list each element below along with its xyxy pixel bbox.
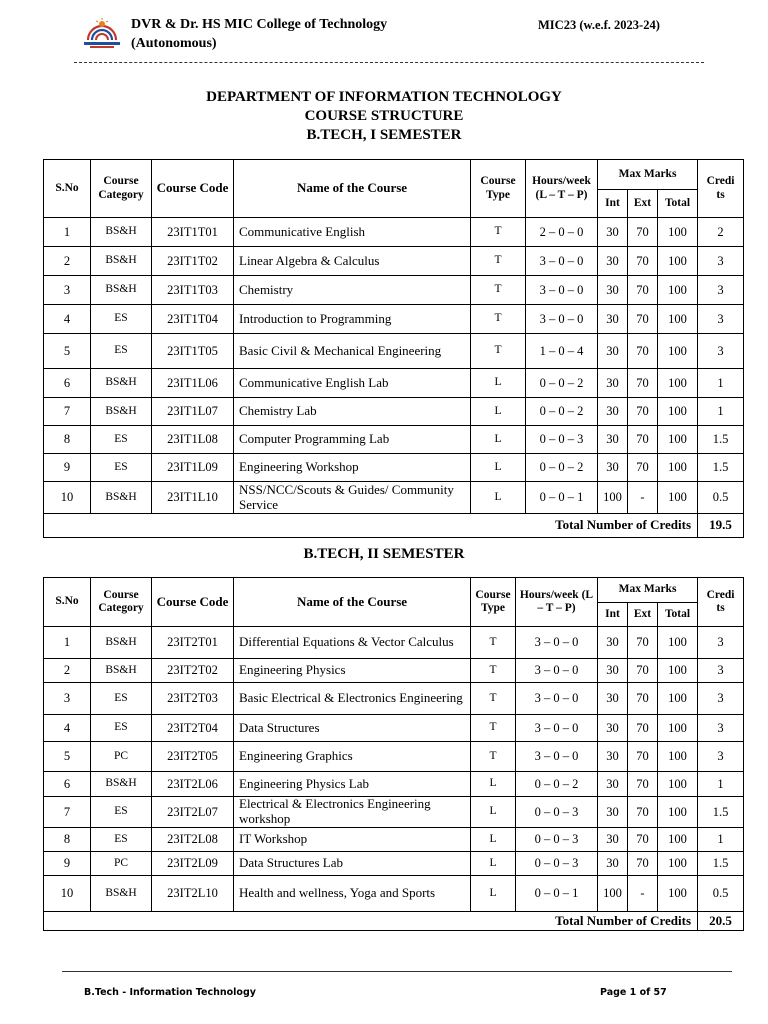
cell-sno: 9 (44, 454, 91, 482)
cell-type: L (471, 369, 526, 398)
cell-sno: 3 (44, 683, 91, 715)
cell-hours: 0 – 0 – 1 (516, 876, 598, 912)
cell-sno: 1 (44, 627, 91, 659)
cell-sno: 3 (44, 276, 91, 305)
cell-course-name: Health and wellness, Yoga and Sports (234, 876, 471, 912)
table-row (44, 627, 744, 659)
cell-hours: 0 – 0 – 3 (516, 852, 598, 876)
cell-category: BS&H (91, 627, 152, 659)
cell-type: T (471, 683, 516, 715)
cell-total: 100 (658, 876, 698, 912)
cell-ext: - (628, 876, 658, 912)
cell-course-name: Introduction to Programming (234, 305, 471, 334)
cell-hours: 3 – 0 – 0 (516, 742, 598, 772)
footer-program: B.Tech - Information Technology (84, 987, 256, 998)
cell-type: T (471, 742, 516, 772)
cell-course-name: Chemistry Lab (234, 398, 471, 426)
table-row (44, 482, 744, 514)
cell-course-name: Differential Equations & Vector Calculus (234, 627, 471, 659)
cell-ext: 70 (628, 683, 658, 715)
cell-int: 30 (598, 398, 628, 426)
table-row (44, 876, 744, 912)
cell-int: 30 (598, 742, 628, 772)
cell-category: PC (91, 742, 152, 772)
cell-int: 100 (598, 876, 628, 912)
cell-ext: 70 (628, 772, 658, 797)
col-type: Course Type (471, 578, 516, 627)
cell-total: 100 (658, 828, 698, 852)
cell-type: T (471, 715, 516, 742)
cell-credits: 3 (698, 627, 744, 659)
semester-1-title: B.TECH, I SEMESTER (306, 127, 462, 143)
cell-category: ES (91, 454, 152, 482)
table-row (44, 276, 744, 305)
cell-ext: - (628, 482, 658, 514)
cell-code: 23IT2T03 (152, 683, 234, 715)
cell-course-name: Basic Electrical & Electronics Engineering (234, 683, 471, 715)
cell-type: T (471, 276, 526, 305)
cell-ext: 70 (628, 398, 658, 426)
cell-credits: 1.5 (698, 852, 744, 876)
col-ext: Ext (628, 603, 658, 627)
cell-type: L (471, 398, 526, 426)
cell-category: ES (91, 426, 152, 454)
cell-credits: 1.5 (698, 797, 744, 828)
semester-1-table (43, 159, 744, 538)
cell-total: 100 (658, 797, 698, 828)
cell-int: 30 (598, 797, 628, 828)
col-category: Course Category (91, 578, 152, 627)
cell-type: L (471, 797, 516, 828)
cell-sno: 6 (44, 369, 91, 398)
table-row (44, 828, 744, 852)
cell-credits: 1.5 (698, 426, 744, 454)
cell-category: ES (91, 828, 152, 852)
cell-ext: 70 (628, 305, 658, 334)
table-row (44, 659, 744, 683)
cell-sno: 5 (44, 742, 91, 772)
cell-sno: 6 (44, 772, 91, 797)
semester-2-rows (44, 627, 744, 912)
cell-hours: 2 – 0 – 0 (526, 218, 598, 247)
cell-hours: 0 – 0 – 3 (516, 828, 598, 852)
table-row (44, 683, 744, 715)
cell-code: 23IT1L09 (152, 454, 234, 482)
cell-sno: 2 (44, 247, 91, 276)
cell-course-name: Data Structures Lab (234, 852, 471, 876)
cell-type: T (471, 659, 516, 683)
cell-code: 23IT1T02 (152, 247, 234, 276)
cell-type: T (471, 627, 516, 659)
cell-total: 100 (658, 305, 698, 334)
cell-credits: 3 (698, 276, 744, 305)
col-total: Total (658, 190, 698, 218)
footer-page-number: Page 1 of 57 (600, 987, 667, 998)
cell-credits: 3 (698, 683, 744, 715)
table-row (44, 305, 744, 334)
cell-hours: 3 – 0 – 0 (516, 659, 598, 683)
cell-total: 100 (658, 627, 698, 659)
cell-course-name: Basic Civil & Mechanical Engineering (234, 334, 471, 369)
cell-int: 30 (598, 426, 628, 454)
cell-int: 30 (598, 659, 628, 683)
cell-credits: 3 (698, 247, 744, 276)
cell-int: 30 (598, 683, 628, 715)
cell-type: L (471, 426, 526, 454)
cell-category: ES (91, 715, 152, 742)
cell-hours: 0 – 0 – 3 (526, 426, 598, 454)
col-hours: Hours/week (L – T – P) (526, 160, 598, 218)
cell-category: BS&H (91, 876, 152, 912)
cell-code: 23IT1L08 (152, 426, 234, 454)
cell-total: 100 (658, 398, 698, 426)
cell-int: 30 (598, 852, 628, 876)
cell-course-name: Engineering Graphics (234, 742, 471, 772)
cell-int: 100 (598, 482, 628, 514)
cell-sno: 4 (44, 305, 91, 334)
department-title: DEPARTMENT OF INFORMATION TECHNOLOGY (206, 89, 562, 105)
cell-code: 23IT1L10 (152, 482, 234, 514)
cell-credits: 1 (698, 828, 744, 852)
cell-credits: 3 (698, 334, 744, 369)
total-credits-value: 20.5 (698, 912, 744, 931)
cell-hours: 3 – 0 – 0 (526, 305, 598, 334)
cell-credits: 1 (698, 398, 744, 426)
cell-ext: 70 (628, 426, 658, 454)
regulation-code: MIC23 (w.e.f. 2023-24) (538, 18, 660, 32)
col-sno: S.No (44, 578, 91, 627)
semester-1-rows (44, 218, 744, 514)
cell-code: 23IT1T04 (152, 305, 234, 334)
semester-2-table (43, 577, 744, 931)
table-row (44, 398, 744, 426)
col-category: Course Category (91, 160, 152, 218)
cell-hours: 3 – 0 – 0 (526, 276, 598, 305)
cell-code: 23IT1T03 (152, 276, 234, 305)
total-credits-label: Total Number of Credits (44, 912, 698, 931)
cell-category: BS&H (91, 247, 152, 276)
college-logo-icon (80, 16, 124, 50)
cell-code: 23IT2L09 (152, 852, 234, 876)
cell-course-name: Engineering Workshop (234, 454, 471, 482)
cell-total: 100 (658, 334, 698, 369)
cell-type: L (471, 482, 526, 514)
cell-credits: 3 (698, 305, 744, 334)
cell-ext: 70 (628, 369, 658, 398)
cell-credits: 1 (698, 369, 744, 398)
col-max-marks: Max Marks (598, 578, 698, 603)
cell-category: BS&H (91, 369, 152, 398)
table-row (44, 334, 744, 369)
cell-int: 30 (598, 828, 628, 852)
cell-category: BS&H (91, 276, 152, 305)
cell-hours: 3 – 0 – 0 (516, 683, 598, 715)
cell-credits: 3 (698, 742, 744, 772)
cell-credits: 3 (698, 659, 744, 683)
cell-type: L (471, 772, 516, 797)
cell-hours: 0 – 0 – 2 (516, 772, 598, 797)
col-code: Course Code (152, 160, 234, 218)
cell-ext: 70 (628, 627, 658, 659)
cell-course-name: Chemistry (234, 276, 471, 305)
cell-int: 30 (598, 454, 628, 482)
col-total: Total (658, 603, 698, 627)
cell-total: 100 (658, 772, 698, 797)
cell-hours: 0 – 0 – 1 (526, 482, 598, 514)
cell-type: T (471, 305, 526, 334)
cell-category: ES (91, 683, 152, 715)
cell-code: 23IT2T05 (152, 742, 234, 772)
cell-ext: 70 (628, 247, 658, 276)
cell-category: ES (91, 797, 152, 828)
col-ext: Ext (628, 190, 658, 218)
col-code: Course Code (152, 578, 234, 627)
cell-total: 100 (658, 369, 698, 398)
cell-ext: 70 (628, 218, 658, 247)
cell-int: 30 (598, 276, 628, 305)
cell-course-name: Electrical & Electronics Engineering workshop (234, 797, 471, 828)
cell-ext: 70 (628, 797, 658, 828)
cell-credits: 3 (698, 715, 744, 742)
cell-sno: 10 (44, 482, 91, 514)
cell-ext: 70 (628, 454, 658, 482)
cell-sno: 9 (44, 852, 91, 876)
cell-credits: 0.5 (698, 876, 744, 912)
cell-type: L (471, 454, 526, 482)
cell-course-name: NSS/NCC/Scouts & Guides/ Community Service (234, 482, 471, 514)
cell-course-name: Linear Algebra & Calculus (234, 247, 471, 276)
cell-total: 100 (658, 276, 698, 305)
col-name: Name of the Course (234, 578, 471, 627)
cell-sno: 10 (44, 876, 91, 912)
cell-code: 23IT1L07 (152, 398, 234, 426)
cell-code: 23IT2T01 (152, 627, 234, 659)
cell-category: BS&H (91, 482, 152, 514)
cell-course-name: Engineering Physics (234, 659, 471, 683)
cell-int: 30 (598, 247, 628, 276)
cell-ext: 70 (628, 276, 658, 305)
cell-course-name: IT Workshop (234, 828, 471, 852)
col-sno: S.No (44, 160, 91, 218)
cell-total: 100 (658, 659, 698, 683)
cell-ext: 70 (628, 852, 658, 876)
cell-sno: 7 (44, 398, 91, 426)
table-row (44, 426, 744, 454)
table-row (44, 369, 744, 398)
cell-category: BS&H (91, 659, 152, 683)
cell-code: 23IT1T05 (152, 334, 234, 369)
cell-int: 30 (598, 369, 628, 398)
table-row (44, 218, 744, 247)
cell-sno: 8 (44, 426, 91, 454)
cell-sno: 2 (44, 659, 91, 683)
cell-hours: 0 – 0 – 3 (516, 797, 598, 828)
total-credits-label: Total Number of Credits (44, 514, 698, 538)
cell-int: 30 (598, 218, 628, 247)
cell-total: 100 (658, 683, 698, 715)
cell-sno: 8 (44, 828, 91, 852)
semester-2-title: B.TECH, II SEMESTER (303, 546, 465, 562)
cell-course-name: Communicative English Lab (234, 369, 471, 398)
col-type: Course Type (471, 160, 526, 218)
college-name: DVR & Dr. HS MIC College of Technology (131, 17, 388, 32)
table-row (44, 454, 744, 482)
table-row (44, 247, 744, 276)
header-rule (74, 62, 704, 63)
cell-hours: 3 – 0 – 0 (526, 247, 598, 276)
cell-credits: 0.5 (698, 482, 744, 514)
col-int: Int (598, 190, 628, 218)
cell-credits: 2 (698, 218, 744, 247)
cell-total: 100 (658, 482, 698, 514)
cell-category: ES (91, 305, 152, 334)
cell-int: 30 (598, 627, 628, 659)
cell-code: 23IT2L07 (152, 797, 234, 828)
cell-ext: 70 (628, 742, 658, 772)
cell-hours: 3 – 0 – 0 (516, 627, 598, 659)
cell-code: 23IT2L08 (152, 828, 234, 852)
cell-course-name: Engineering Physics Lab (234, 772, 471, 797)
table-row (44, 772, 744, 797)
cell-course-name: Communicative English (234, 218, 471, 247)
cell-type: T (471, 247, 526, 276)
table-row (44, 742, 744, 772)
cell-total: 100 (658, 454, 698, 482)
col-int: Int (598, 603, 628, 627)
cell-code: 23IT2L10 (152, 876, 234, 912)
cell-int: 30 (598, 715, 628, 742)
total-credits-value: 19.5 (698, 514, 744, 538)
cell-credits: 1 (698, 772, 744, 797)
cell-type: T (471, 334, 526, 369)
cell-type: T (471, 218, 526, 247)
cell-code: 23IT2T04 (152, 715, 234, 742)
col-hours: Hours/week (L – T – P) (516, 578, 598, 627)
cell-ext: 70 (628, 334, 658, 369)
college-autonomous: (Autonomous) (131, 36, 217, 51)
cell-type: L (471, 876, 516, 912)
cell-hours: 1 – 0 – 4 (526, 334, 598, 369)
cell-ext: 70 (628, 828, 658, 852)
cell-code: 23IT1T01 (152, 218, 234, 247)
table-row (44, 797, 744, 828)
cell-code: 23IT1L06 (152, 369, 234, 398)
col-max-marks: Max Marks (598, 160, 698, 190)
cell-total: 100 (658, 715, 698, 742)
cell-int: 30 (598, 305, 628, 334)
col-name: Name of the Course (234, 160, 471, 218)
table-row (44, 715, 744, 742)
cell-hours: 0 – 0 – 2 (526, 454, 598, 482)
cell-total: 100 (658, 742, 698, 772)
cell-int: 30 (598, 772, 628, 797)
cell-total: 100 (658, 426, 698, 454)
cell-ext: 70 (628, 659, 658, 683)
cell-ext: 70 (628, 715, 658, 742)
cell-credits: 1.5 (698, 454, 744, 482)
cell-hours: 0 – 0 – 2 (526, 398, 598, 426)
cell-total: 100 (658, 247, 698, 276)
cell-type: L (471, 852, 516, 876)
table-row (44, 852, 744, 876)
cell-code: 23IT2L06 (152, 772, 234, 797)
cell-category: PC (91, 852, 152, 876)
cell-type: L (471, 828, 516, 852)
cell-category: BS&H (91, 398, 152, 426)
cell-total: 100 (658, 852, 698, 876)
cell-sno: 1 (44, 218, 91, 247)
col-credits: Credi ts (698, 578, 744, 627)
cell-sno: 4 (44, 715, 91, 742)
cell-hours: 0 – 0 – 2 (526, 369, 598, 398)
cell-category: BS&H (91, 772, 152, 797)
col-credits: Credi ts (698, 160, 744, 218)
cell-sno: 7 (44, 797, 91, 828)
cell-category: BS&H (91, 218, 152, 247)
cell-hours: 3 – 0 – 0 (516, 715, 598, 742)
cell-int: 30 (598, 334, 628, 369)
cell-code: 23IT2T02 (152, 659, 234, 683)
page-header (0, 0, 768, 70)
cell-sno: 5 (44, 334, 91, 369)
cell-total: 100 (658, 218, 698, 247)
cell-course-name: Data Structures (234, 715, 471, 742)
cell-course-name: Computer Programming Lab (234, 426, 471, 454)
cell-category: ES (91, 334, 152, 369)
structure-title: COURSE STRUCTURE (304, 108, 464, 124)
footer-rule (62, 971, 732, 972)
